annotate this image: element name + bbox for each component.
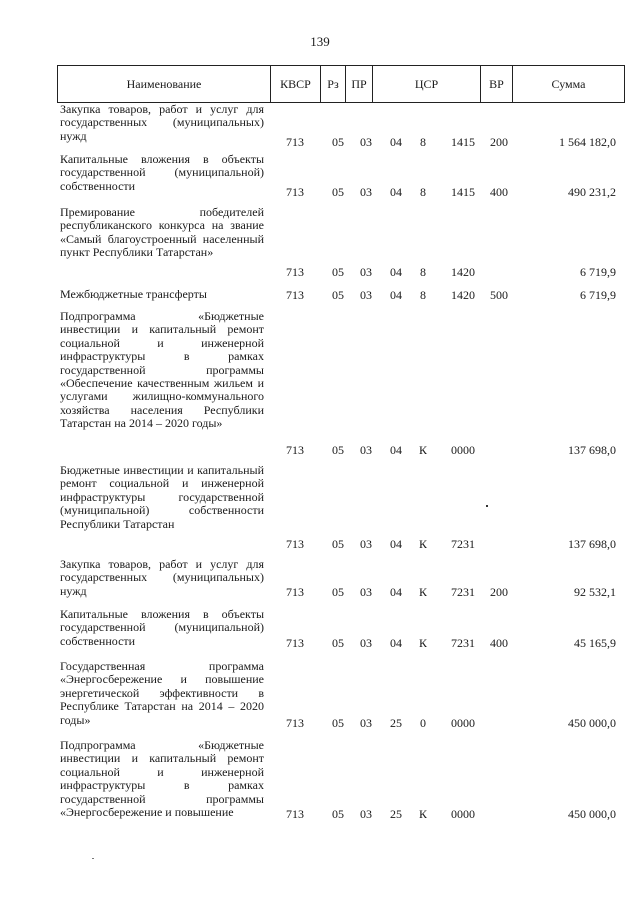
row-sum: 137 698,0	[568, 536, 616, 551]
table-row	[0, 153, 640, 199]
table-row	[0, 464, 640, 551]
row-pr: 03	[360, 806, 372, 821]
row-name: Государственная программа «Энергосбережение и повышение энергетической эффективности в Республике Татарстан на 2014 – 2020 годы»	[60, 659, 264, 727]
row-kvsr: 713	[286, 635, 304, 650]
row-csr-code: 1420	[451, 287, 475, 302]
table-row	[0, 310, 640, 457]
row-name: Межбюджетные трансферты	[60, 287, 207, 301]
row-sum: 6 719,9	[580, 287, 616, 302]
row-csr-program: 04	[390, 134, 402, 149]
row-vr: 400	[490, 635, 508, 650]
row-kvsr: 713	[286, 584, 304, 599]
row-name: Подпрограмма «Бюджетные инвестиции и капитальный ремонт социальной и инженерной инфраструктуры в рамках государственной программы «Обеспечение качественным жильем и услугами жилищно-коммунального хозяйства населения Республики Татарстан на 2014 – 2020 годы»	[60, 309, 264, 431]
row-rz: 05	[332, 584, 344, 599]
header-sum: Сумма	[513, 66, 625, 103]
row-csr-program: 04	[390, 536, 402, 551]
row-csr-code: 1420	[451, 264, 475, 279]
row-csr-program: 04	[390, 287, 402, 302]
row-pr: 03	[360, 536, 372, 551]
row-csr-subprogram: 8	[420, 134, 426, 149]
row-kvsr: 713	[286, 715, 304, 730]
row-pr: 03	[360, 287, 372, 302]
row-sum: 450 000,0	[568, 806, 616, 821]
row-csr-subprogram: К	[418, 806, 427, 821]
row-rz: 05	[332, 134, 344, 149]
row-pr: 03	[360, 184, 372, 199]
row-csr-code: 1415	[451, 134, 475, 149]
row-vr: 200	[490, 134, 508, 149]
table-row	[0, 206, 640, 279]
row-name: Капитальные вложения в объекты государственной (муниципальной) собственности	[60, 152, 264, 193]
row-rz: 05	[332, 442, 344, 457]
row-csr-code: 7231	[451, 536, 475, 551]
page-number: 139	[310, 34, 330, 49]
row-name: Капитальные вложения в объекты государственной (муниципальной) собственности	[60, 607, 264, 648]
row-csr-code: 7231	[451, 584, 475, 599]
row-kvsr: 713	[286, 287, 304, 302]
row-sum: 450 000,0	[568, 715, 616, 730]
table-row	[0, 608, 640, 650]
row-csr-code: 0000	[451, 715, 475, 730]
row-rz: 05	[332, 635, 344, 650]
row-csr-code: 0000	[451, 442, 475, 457]
header-kvsr: КВСР	[271, 66, 321, 103]
row-sum: 1 564 182,0	[559, 134, 616, 149]
row-name: Бюджетные инвестиции и капитальный ремонт социальной и инженерной инфраструктуры государственной (муниципальной) собственности Республики Татарстан	[60, 463, 264, 531]
row-kvsr: 713	[286, 806, 304, 821]
row-rz: 05	[332, 184, 344, 199]
row-csr-program: 04	[390, 442, 402, 457]
table-row	[0, 660, 640, 730]
row-kvsr: 713	[286, 536, 304, 551]
scan-speck	[486, 505, 488, 507]
row-pr: 03	[360, 264, 372, 279]
row-name: Подпрограмма «Бюджетные инвестиции и капитальный ремонт социальной и инженерной инфраструктуры в рамках государственной программы «Энергосбережение и повышение	[60, 738, 264, 820]
row-pr: 03	[360, 635, 372, 650]
row-csr-code: 0000	[451, 806, 475, 821]
table-row	[0, 103, 640, 149]
row-pr: 03	[360, 442, 372, 457]
row-sum: 137 698,0	[568, 442, 616, 457]
row-csr-program: 04	[390, 584, 402, 599]
header-pr: ПР	[346, 66, 373, 103]
row-csr-subprogram: К	[418, 442, 427, 457]
row-name: Закупка товаров, работ и услуг для государственных (муниципальных) нужд	[60, 102, 264, 143]
row-kvsr: 713	[286, 134, 304, 149]
row-csr-subprogram: 8	[420, 287, 426, 302]
row-rz: 05	[332, 264, 344, 279]
row-sum: 92 532,1	[574, 584, 616, 599]
header-rz: Рз	[321, 66, 346, 103]
header-name: Наименование	[58, 66, 271, 103]
row-vr: 200	[490, 584, 508, 599]
row-rz: 05	[332, 536, 344, 551]
row-rz: 05	[332, 806, 344, 821]
table-header	[57, 65, 625, 103]
row-csr-subprogram: 8	[420, 264, 426, 279]
row-sum: 45 165,9	[574, 635, 616, 650]
table-row	[0, 558, 640, 599]
row-rz: 05	[332, 715, 344, 730]
row-vr: 400	[490, 184, 508, 199]
row-csr-code: 7231	[451, 635, 475, 650]
row-vr: 500	[490, 287, 508, 302]
header-vr: ВР	[481, 66, 513, 103]
header-csr: ЦСР	[373, 66, 481, 103]
row-kvsr: 713	[286, 264, 304, 279]
scan-speck	[92, 858, 94, 859]
table-row	[0, 739, 640, 821]
row-sum: 490 231,2	[568, 184, 616, 199]
row-pr: 03	[360, 715, 372, 730]
row-csr-program: 25	[390, 806, 402, 821]
row-kvsr: 713	[286, 442, 304, 457]
row-csr-program: 04	[390, 264, 402, 279]
table-row	[0, 286, 640, 302]
row-sum: 6 719,9	[580, 264, 616, 279]
row-csr-subprogram: 8	[420, 184, 426, 199]
row-name: Премирование победителей республиканского конкурса на звание «Самый благоустроенный населенный пункт Республики Татарстан»	[60, 205, 264, 260]
row-rz: 05	[332, 287, 344, 302]
row-csr-code: 1415	[451, 184, 475, 199]
row-csr-program: 04	[390, 184, 402, 199]
row-csr-subprogram: К	[418, 584, 427, 599]
row-csr-program: 04	[390, 635, 402, 650]
row-pr: 03	[360, 134, 372, 149]
row-csr-subprogram: К	[418, 635, 427, 650]
row-csr-subprogram: К	[418, 536, 427, 551]
row-name: Закупка товаров, работ и услуг для государственных (муниципальных) нужд	[60, 557, 264, 598]
row-csr-program: 25	[390, 715, 402, 730]
row-csr-subprogram: 0	[420, 715, 426, 730]
row-pr: 03	[360, 584, 372, 599]
row-kvsr: 713	[286, 184, 304, 199]
